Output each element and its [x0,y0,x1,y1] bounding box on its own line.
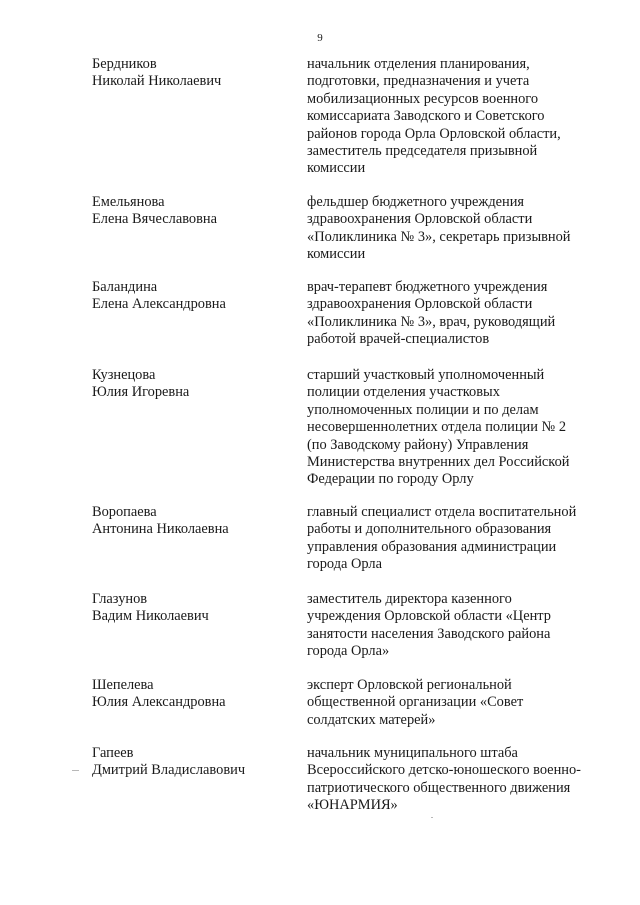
member-surname: Кузнецова [92,367,156,383]
member-name [92,56,292,91]
role-line: Федерации по городу Орлу [307,471,474,488]
role-line: города Орла [307,556,382,573]
role-line: здравоохранения Орловской области [307,211,533,228]
role-line: полиции отделения участковых [307,384,500,401]
scan-speck [431,817,433,818]
role-line: «Поликлиника № 3», секретарь призывной [307,228,571,245]
member-given-names: Николай Николаевич [92,73,222,90]
role-line: города Орла» [307,643,390,660]
page-number: 9 [317,32,323,44]
role-line: комиссариата Заводского и Советского [307,108,545,125]
member-surname: Глазунов [92,591,148,607]
member-given-names: Елена Александровна [92,296,226,313]
role-line: фельдшер бюджетного учреждения [307,194,525,210]
role-line: здравоохранения Орловской области [307,296,533,313]
member-given-names: Юлия Игоревна [92,384,190,401]
role-line: подготовки, предназначения и учета [307,73,530,90]
member-surname: Воропаева [92,504,157,520]
role-line: управления образования администрации [307,538,557,555]
member-name [92,504,292,539]
role-line: мобилизационных ресурсов военного [307,90,539,107]
member-surname: Шепелева [92,677,154,693]
role-line: Министерства внутренних дел Российской [307,454,570,471]
member-name [92,677,292,712]
role-line: занятости населения Заводского района [307,625,551,642]
member-role [307,504,607,574]
member-given-names: Дмитрий Владиславович [92,762,246,779]
role-line: (по Заводскому району) Управления [307,436,529,453]
member-role [307,194,607,264]
role-line: врач-терапевт бюджетного учреждения [307,279,548,295]
member-role [307,677,607,729]
member-given-names: Антонина Николаевна [92,521,229,538]
member-given-names: Елена Вячеславовна [92,211,217,228]
role-line: работой врачей-специалистов [307,331,490,348]
role-line: начальник отделения планирования, [307,56,530,72]
member-surname: Гапеев [92,745,134,761]
role-line: Всероссийского детско-юношеского военно- [307,762,581,779]
role-line: комиссии [307,246,366,263]
member-role [307,591,607,661]
member-name [92,279,292,314]
role-line: «ЮНАРМИЯ» [307,797,398,814]
role-line: уполномоченных полиции и по делам [307,401,539,418]
role-line: районов города Орла Орловской области, [307,125,561,142]
scan-speck [72,770,79,771]
role-line: патриотического общественного движения [307,779,571,796]
member-given-names: Вадим Николаевич [92,608,209,625]
role-line: старший участковый уполномоченный [307,367,545,383]
role-line: комиссии [307,160,366,177]
role-line: работы и дополнительного образования [307,521,552,538]
member-surname: Емельянова [92,194,165,210]
member-given-names: Юлия Александровна [92,694,226,711]
member-name [92,367,292,402]
role-line: эксперт Орловской региональной [307,677,512,693]
role-line: начальник муниципального штаба [307,745,518,761]
role-line: заместитель директора казенного [307,591,512,607]
member-name [92,591,292,626]
role-line: солдатских матерей» [307,711,436,728]
member-name [92,745,292,780]
member-role [307,56,607,178]
role-line: главный специалист отдела воспитательной [307,504,577,520]
role-line: несовершеннолетних отдела полиции № 2 [307,419,567,436]
role-line: учреждения Орловской области «Центр [307,608,551,625]
role-line: общественной организации «Совет [307,694,524,711]
member-name [92,194,292,229]
member-role [307,367,607,489]
role-line: заместитель председателя призывной [307,143,538,160]
role-line: «Поликлиника № 3», врач, руководящий [307,313,556,330]
member-role [307,745,607,815]
member-surname: Бердников [92,56,157,72]
member-role [307,279,607,349]
member-surname: Баландина [92,279,158,295]
